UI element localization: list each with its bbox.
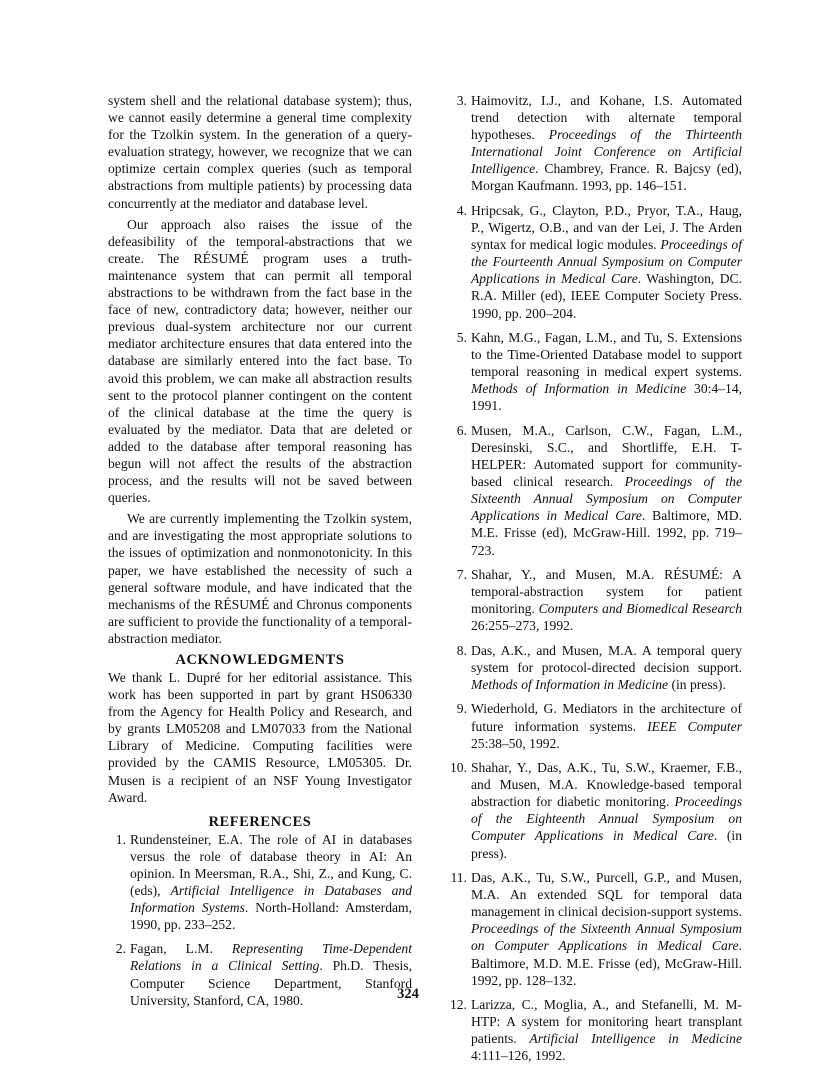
reference-source: Proceedings of the Sixteenth Annual Symposium on Computer Applications in Medical Care	[471, 921, 742, 954]
reference-source: Proceedings of the Thirteenth International Joint Conference on Artificial Intelligence	[471, 127, 742, 177]
reference-text: Haimovitz, I.J., and Kohane, I.S. Automated trend detection with alternate temporal hypotheses.	[471, 93, 742, 143]
page-number: 324	[397, 986, 419, 1002]
reference-source: Proceedings of the Eighteenth Annual Symposium on Computer Applications in Medical Care	[471, 794, 742, 844]
reference-details: . (in press).	[471, 828, 742, 861]
body-paragraph: system shell and the relational database system); thus, we cannot easily determine a general time complexity for the Tzolkin system. In the generation of a query-evaluation strategy, however, we recognize that we can optimize certain complex queries (such as temporal abstractions from multiple patients) by processing data concurrently at the mediator and database level.	[108, 93, 412, 211]
reference-details: (in press).	[668, 676, 726, 692]
reference-item	[445, 422, 742, 559]
reference-source: IEEE Computer	[647, 718, 742, 734]
reference-details: 4:111–126, 1992.	[471, 1048, 566, 1064]
reference-number: 7.	[456, 567, 467, 582]
reference-text: Das, A.K., Tu, S.W., Purcell, G.P., and Musen, M.A. An extended SQL for temporal data management in clinical decision-support systems.	[471, 870, 742, 920]
reference-item	[445, 329, 742, 414]
reference-list-left	[108, 831, 412, 1009]
reference-text: Shahar, Y., and Musen, M.A. RÉSUMÉ: A temporal-abstraction system for patient monitoring.	[471, 567, 742, 617]
reference-details: . Baltimore, M.D. M.E. Frisse (ed), McGraw-Hill. 1992, pp. 128–132.	[471, 938, 742, 988]
reference-item	[445, 202, 742, 322]
reference-source: Methods of Information in Medicine	[471, 676, 669, 692]
right-column	[445, 92, 742, 1072]
acknowledgments-text: We thank L. Dupré for her editorial assistance. This work has been supported in part by grant HS06330 from the Agency for Health Policy and Research, and by grants LM05208 and LM07033 from the National Library of Medicine. Computing facilities were provided by the CAMIS Resource, LM05305. Dr. Musen is a recipient of an NSF Young Investigator Award.	[108, 670, 412, 805]
reference-number: 8.	[456, 642, 467, 658]
reference-text: Das, A.K., and Musen, M.A. A temporal query system for protocol-directed decision support.	[471, 642, 742, 675]
reference-source: Artificial Intelligence in Medicine	[529, 1031, 742, 1047]
reference-source: Proceedings of the Sixteenth Annual Symposium on Computer Applications in Medical Care	[471, 474, 742, 524]
reference-item	[445, 869, 742, 989]
reference-item	[108, 831, 412, 934]
reference-item	[445, 700, 742, 751]
left-column	[108, 92, 412, 1016]
acknowledgments-heading: ACKNOWLEDGMENTS	[175, 652, 345, 668]
reference-details: . Chambrey, France. R. Bajcsy (ed), Morgan Kaufmann. 1993, pp. 146–151.	[471, 161, 742, 194]
reference-source: Artificial Intelligence in Databases and Information Systems	[130, 883, 412, 916]
reference-number: 2.	[115, 941, 126, 957]
reference-details: 25:38–50, 1992.	[471, 735, 560, 751]
body-paragraph: We are currently implementing the Tzolkin system, and are investigating the most appropriate solutions to the issues of optimization and nonmonotonicity. In this paper, we have established the necessity of such a general software module, and have indicated that the mechanisms of the RÉSUMÉ and Chronus components are sufficient to provide the functionality of a temporal-abstraction mediator.	[108, 511, 412, 646]
reference-list-right	[445, 92, 742, 1064]
reference-item	[445, 92, 742, 195]
reference-number: 6.	[456, 422, 467, 438]
reference-details: . Washington, DC. R.A. Miller (ed), IEEE Computer Society Press. 1990, pp. 200–204.	[471, 271, 743, 321]
reference-details: 30:4–14, 1991.	[471, 381, 743, 414]
reference-number: 12.	[450, 997, 467, 1013]
reference-text: Hripcsak, G., Clayton, P.D., Pryor, T.A., Haug, P., Wigertz, O.B., and van der Lei, J. The Arden syntax for medical logic modules.	[471, 202, 742, 253]
reference-details: 26:255–273, 1992.	[471, 618, 574, 634]
reference-text: Shahar, Y., Das, A.K., Tu, S.W., Kraemer, F.B., and Musen, M.A. Knowledge-based temporal abstraction for diabetic monitoring.	[471, 760, 742, 810]
reference-number: 5.	[456, 330, 467, 345]
reference-text: Rundensteiner, E.A. The role of AI in databases versus the role of database theory in AI: An opinion. In Meersman, R.A., Shi, Z., and Kung, C. (eds),	[130, 831, 412, 899]
reference-details: . Baltimore, MD. M.E. Frisse (ed), McGraw-Hill. 1992, pp. 719–723.	[471, 508, 742, 558]
reference-item	[445, 642, 742, 693]
reference-number: 11.	[450, 870, 467, 886]
reference-item	[445, 566, 742, 634]
reference-text: Larizza, C., Moglia, A., and Stefanelli, M. M-HTP: A system for monitoring heart transplant patients.	[471, 997, 742, 1047]
reference-number: 1.	[115, 831, 126, 847]
reference-number: 3.	[456, 93, 467, 108]
reference-number: 4.	[456, 202, 467, 218]
body-paragraph: Our approach also raises the issue of the defeasibility of the temporal-abstractions that we create. The RÉSUMÉ program uses a truth-maintenance system that can permit all temporal abstractions to be withdrawn from the fact base in the face of new, contradictory data; however, neither our previous dual-system architecture nor our current mediator architecture ensures that data entered into the database are similarly entered into the fact base. To avoid this problem, we can make all abstraction results sent to the protocol planner contingent on the content of the clinical database at the time the query is evaluated by the mediator. Data that are deleted or added to the database after temporal reasoning has begun will not affect the results of the abstraction process, and the results will not be saved between queries.	[108, 216, 412, 506]
reference-details: . Ph.D. Thesis, Computer Science Department, Stanford University, Stanford, CA, 1980.	[130, 958, 413, 1008]
reference-source: Proceedings of the Fourteenth Annual Symposium on Computer Applications in Medical Care	[471, 237, 742, 287]
reference-text: Kahn, M.G., Fagan, L.M., and Tu, S. Extensions to the Time-Oriented Database model to support temporal reasoning in medical expert systems.	[471, 330, 742, 380]
references-heading: REFERENCES	[208, 813, 312, 830]
reference-source: Representing Time-Dependent Relations in a Clinical Setting	[130, 941, 412, 974]
reference-number: 10.	[450, 760, 467, 776]
reference-number: 9.	[456, 701, 467, 717]
reference-text: Musen, M.A., Carlson, C.W., Fagan, L.M., Deresinski, S.C., and Shortliffe, E.H. T-HELPER: Automated support for community-based clinical research.	[471, 422, 742, 490]
reference-text: Wiederhold, G. Mediators in the architecture of future information systems.	[471, 701, 742, 734]
reference-item	[445, 759, 742, 862]
reference-details: . North-Holland: Amsterdam, 1990, pp. 233–252.	[130, 900, 413, 933]
reference-text: Fagan, L.M.	[130, 941, 232, 957]
reference-source: Computers and Biomedical Research	[538, 601, 743, 617]
reference-item	[445, 996, 742, 1064]
reference-source: Methods of Information in Medicine	[471, 381, 687, 397]
